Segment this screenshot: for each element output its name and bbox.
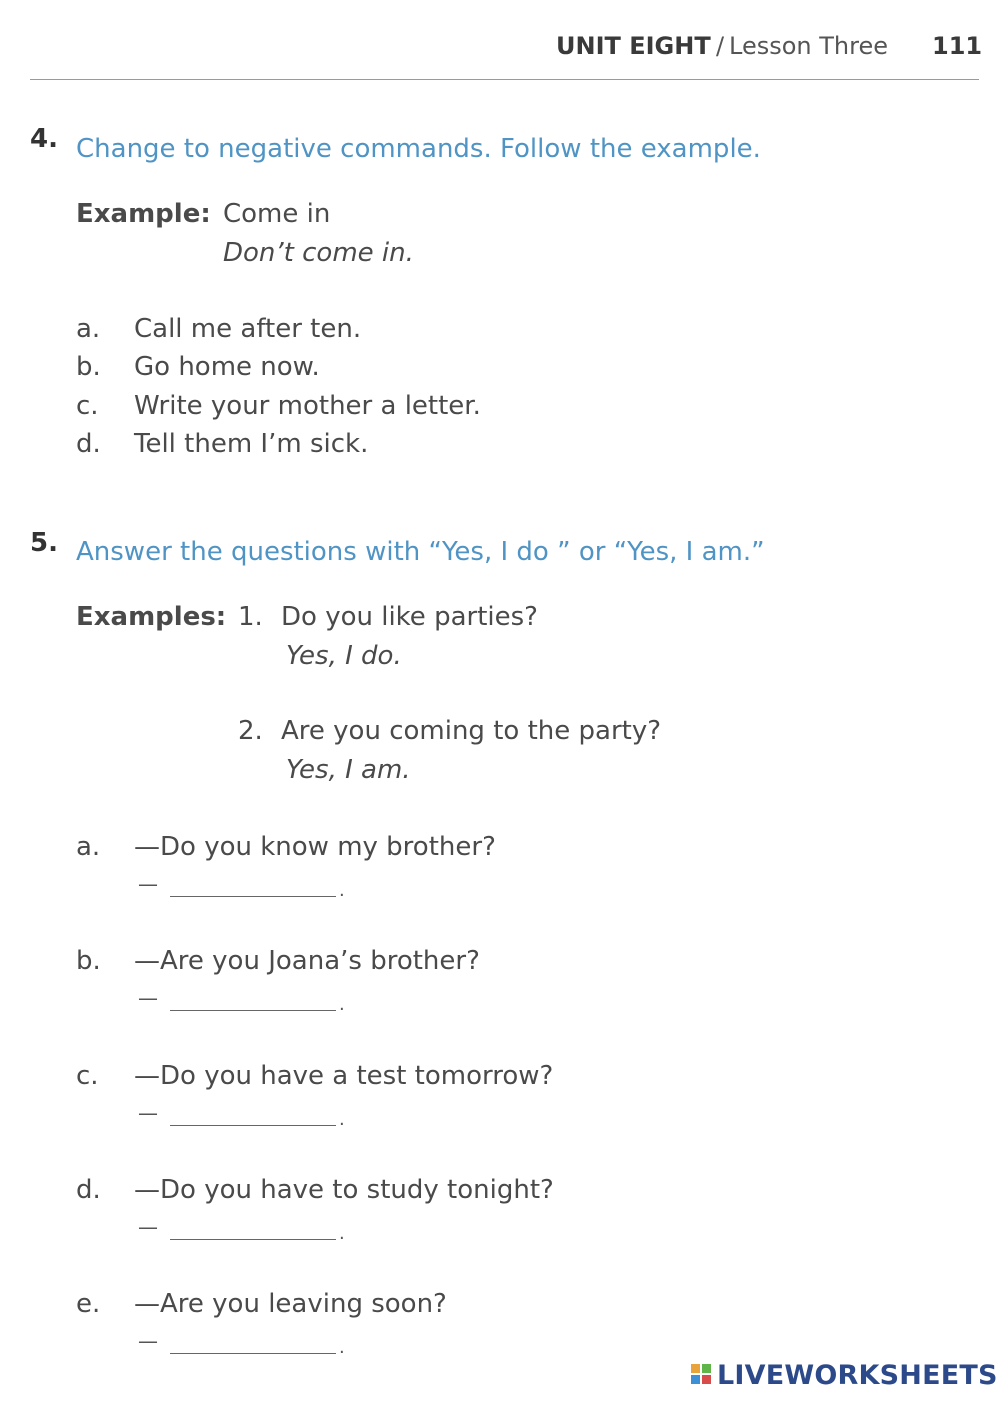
list-item: Go home now. bbox=[134, 352, 320, 382]
example-question: Are you coming to the party? bbox=[281, 716, 662, 746]
example-number: 2. bbox=[238, 716, 263, 746]
liveworksheets-logo: LIVEWORKSHEETS bbox=[717, 1360, 998, 1391]
exercise-4-instruction: Change to negative commands. Follow the example. bbox=[76, 134, 761, 164]
example-answer: Yes, I am. bbox=[286, 755, 411, 785]
list-item: Tell them I’m sick. bbox=[134, 429, 369, 459]
unit-separator: / bbox=[716, 32, 725, 60]
item-letter: a. bbox=[76, 832, 101, 862]
question-text: —Are you Joana’s brother? bbox=[134, 946, 480, 976]
item-letter: d. bbox=[76, 429, 101, 459]
answer-blank[interactable] bbox=[170, 896, 336, 897]
answer-blank[interactable] bbox=[170, 1125, 336, 1126]
item-letter: d. bbox=[76, 1175, 101, 1205]
examples-label: Examples: bbox=[76, 602, 227, 632]
example-number: 1. bbox=[238, 602, 263, 632]
answer-dash: — bbox=[138, 1329, 158, 1353]
answer-blank[interactable] bbox=[170, 1010, 336, 1011]
answer-period: . bbox=[339, 1109, 345, 1130]
item-letter: e. bbox=[76, 1289, 101, 1319]
exercise-4-number: 4. bbox=[30, 124, 58, 154]
example-answer: Yes, I do. bbox=[286, 641, 402, 671]
item-letter: b. bbox=[76, 946, 101, 976]
question-text: —Do you have to study tonight? bbox=[134, 1175, 554, 1205]
answer-dash: — bbox=[138, 872, 158, 896]
question-text: —Are you leaving soon? bbox=[134, 1289, 447, 1319]
header-rule bbox=[30, 79, 979, 80]
lesson-title: Lesson Three bbox=[729, 32, 888, 60]
example-prompt: Come in bbox=[223, 199, 331, 229]
example-answer: Don’t come in. bbox=[223, 238, 414, 268]
liveworksheets-logo-icon bbox=[691, 1364, 713, 1388]
answer-dash: — bbox=[138, 1101, 158, 1125]
list-item: Write your mother a letter. bbox=[134, 391, 481, 421]
page-number: 111 bbox=[932, 32, 983, 60]
unit-title: UNIT EIGHT bbox=[556, 32, 711, 60]
answer-dash: — bbox=[138, 986, 158, 1010]
item-letter: b. bbox=[76, 352, 101, 382]
list-item: Call me after ten. bbox=[134, 314, 362, 344]
question-text: —Do you have a test tomorrow? bbox=[134, 1061, 554, 1091]
exercise-5-instruction: Answer the questions with “Yes, I do ” or “Yes, I am.” bbox=[76, 537, 765, 567]
answer-period: . bbox=[339, 1223, 345, 1244]
item-letter: c. bbox=[76, 391, 99, 421]
example-label: Example: bbox=[76, 199, 211, 229]
example-question: Do you like parties? bbox=[281, 602, 538, 632]
exercise-5-number: 5. bbox=[30, 528, 58, 558]
answer-blank[interactable] bbox=[170, 1239, 336, 1240]
answer-period: . bbox=[339, 994, 345, 1015]
answer-blank[interactable] bbox=[170, 1353, 336, 1354]
item-letter: a. bbox=[76, 314, 101, 344]
question-text: —Do you know my brother? bbox=[134, 832, 496, 862]
answer-dash: — bbox=[138, 1215, 158, 1239]
answer-period: . bbox=[339, 880, 345, 901]
answer-period: . bbox=[339, 1337, 345, 1358]
item-letter: c. bbox=[76, 1061, 99, 1091]
